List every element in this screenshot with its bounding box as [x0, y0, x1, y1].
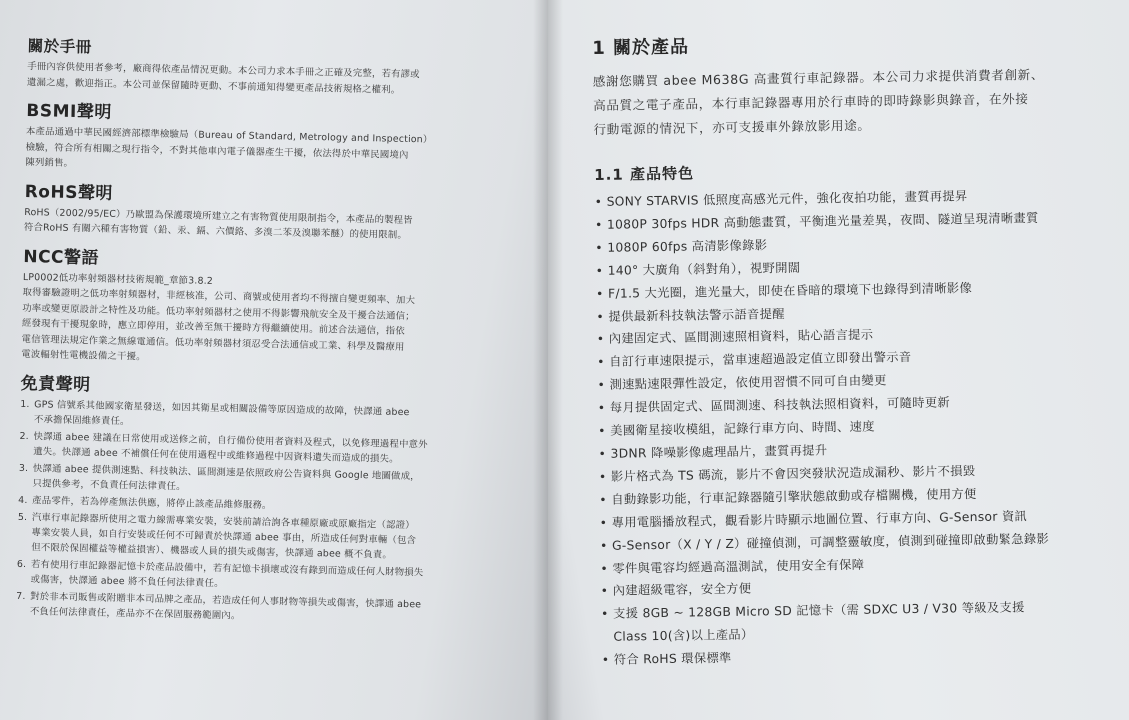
feature-text: 專用電腦播放程式，觀看影片時顯示地圖位置、行車方向、G-Sensor 資訊 — [611, 508, 1028, 530]
bullet-icon: • — [600, 584, 609, 599]
bullet-icon: • — [597, 355, 605, 370]
feature-item — [601, 595, 1110, 649]
feature-text: 提供最新科技執法警示語音提醒 — [608, 306, 785, 324]
feature-text: 美國衛星接收模組，記錄行車方向、時間、速度 — [610, 419, 875, 438]
disclaimer-title: 免責聲明 — [20, 373, 91, 395]
text-line: 產品零件，若為停產無法供應，將停止該產品維修服務。 — [32, 494, 272, 511]
bullet-icon: • — [601, 607, 609, 622]
text-line: 電波輻射性電機設備之干擾。 — [21, 348, 146, 363]
ncc-text — [21, 269, 501, 372]
about-product-text — [593, 62, 1102, 142]
about-manual-title: 關於手冊 — [27, 36, 92, 57]
bullet-icon: • — [595, 240, 604, 255]
feature-text: SONY STARVIS 低照度高感光元件，強化夜拍功能，畫質再提昇 — [606, 189, 968, 209]
bsmi-title: BSMI聲明 — [26, 100, 113, 123]
text-line: 手冊內容供使用者參考，廠商得依產品情況更動。本公司力求本手冊之正確及完整，若有謬或 — [27, 60, 420, 81]
item-number: 6. — [16, 558, 27, 570]
rohs-text — [24, 204, 503, 245]
text-line: 遺漏之處，歡迎指正。本公司並保留隨時更動、不事前通知得變更產品技術規格之權利。 — [26, 76, 401, 96]
feature-text: 自訂行車速限提示，當車速超過設定值立即發出警示音 — [609, 350, 912, 370]
text-line: GPS 信號系其他國家衛星發送，如因其衛星或相關設備等原因造成的故障，快譯通 abee — [34, 398, 410, 418]
text-line: 汽車行車記錄器所使用之電力線需專業安裝，安裝前請洽詢各車種原廠或原廠指定（認證） — [31, 511, 415, 531]
feature-text: 1080P 30fps HDR 高動態畫質，平衡進光量差異，夜間、隧道呈現清晰畫質 — [606, 210, 1039, 232]
item-number: 5. — [17, 511, 28, 523]
text-line: 功率或變更原設計之特性及功能。低功率射頻器材之使用不得影響飛航安全及干擾合法通信； — [22, 302, 415, 322]
bullet-icon: • — [600, 561, 609, 576]
text-line: RoHS（2002/95/EC）乃歐盟為保護環境所建立之有害物質使用限制指令，本產品的製程皆 — [24, 206, 413, 226]
bullet-icon: • — [594, 194, 603, 209]
bullet-icon: • — [599, 538, 608, 553]
bullet-icon: • — [597, 400, 606, 416]
text-line: 或傷害，快譯通 abee 將不負任何法律責任。 — [30, 573, 224, 589]
rohs-section — [24, 176, 503, 245]
bullet-icon: • — [598, 469, 607, 484]
about-product-section — [592, 26, 1102, 142]
bullet-icon: • — [596, 309, 605, 324]
text-line: 不負任何法律責任，產品亦不在保固服務範圍內。 — [29, 605, 241, 622]
feature-text: 支援 8GB ~ 128GB Micro SD 記憶卡（需 SDXC U3 / V30 等級及支援 — [613, 600, 1025, 622]
bullet-icon: • — [599, 492, 607, 507]
feature-text: 自動錄影功能，行車記錄器隨引擎狀態啟動或存檔關機，使用方便 — [611, 486, 977, 507]
bullet-icon: • — [598, 446, 607, 461]
text-line: 行動電源的情況下，亦可支援車外錄放影用途。 — [593, 117, 871, 137]
text-line: 快譯通 abee 建議在日常使用或送修之前，自行備份使用者資料及程式，以免修理過程中意外 — [33, 430, 428, 450]
feature-text: 1080P 60fps 高清影像錄影 — [607, 238, 768, 255]
text-line: 高品質之電子產品，本行車記錄器專用於行車時的即時錄影與錄音，在外接 — [593, 91, 1029, 113]
bullet-icon: • — [595, 286, 604, 301]
disclaimer-section — [16, 368, 499, 628]
feature-text: 影片格式為 TS 碼流，影片不會因突發狀況造成漏秒、影片不損毀 — [610, 463, 976, 484]
text-line: 陳列銷售。 — [25, 156, 74, 169]
item-number: 3. — [18, 462, 29, 474]
rohs-title: RoHS聲明 — [24, 181, 114, 204]
text-line: 遺失。快譯通 abee 不補償任何在使用過程中或維修過程中因資料遺失而造成的損失。 — [33, 445, 399, 465]
feature-text: G-Sensor（X / Y / Z）碰撞偵測，可調整靈敏度，偵測到碰撞即啟動緊急錄影 — [611, 531, 1050, 553]
feature-text: 符合 RoHS 環保標準 — [613, 651, 732, 667]
text-line: LP0002低功率射頻器材技術規範_章節3.8.2 — [22, 271, 214, 287]
bsmi-text — [25, 124, 504, 181]
about-product-title: 1 關於產品 — [592, 36, 690, 59]
left-page-content — [16, 34, 506, 632]
bullet-icon: • — [594, 217, 603, 232]
text-line: 經發現有干擾現象時，應立即停用，並改善至無干擾時方得繼續使用。前述合法通信，指依 — [21, 317, 405, 337]
right-page — [548, 0, 1129, 720]
text-line: 只提供參考，不負責任何法律責任。 — [32, 477, 186, 492]
about-manual-section — [27, 34, 506, 100]
feature-text: 3DNR 降噪影像處理晶片，畫質再提升 — [610, 443, 828, 461]
text-line: 專業安裝人員，如自行安裝或任何不可歸責於快譯通 abee 事由，所造成任何對車輛（包含 — [31, 526, 417, 546]
text-line: 不承擔保固維修責任。 — [33, 413, 130, 427]
feature-text: Class 10(含)以上產品） — [613, 627, 754, 644]
feature-text: 內建超級電容，安全方便 — [612, 581, 752, 599]
text-line: 若有使用行車記錄器記憶卡於產品設備中，若有記憶卡損壞或沒有錄到而造成任何人財物損失 — [30, 558, 424, 578]
bsmi-section — [25, 96, 504, 180]
item-number: 1. — [20, 398, 30, 410]
text-line: 但不限於保固權益等權益損害）、機器或人員的損失或傷害，快譯通 abee 概不負責。 — [31, 541, 393, 561]
feature-text: F/1.5 大光圈，進光量大，即使在昏暗的環境下也錄得到清晰影像 — [607, 280, 973, 301]
left-page — [0, 0, 548, 720]
item-number: 7. — [16, 590, 26, 602]
feature-text: 零件與電容均經過高溫測試，使用安全有保障 — [612, 557, 865, 576]
bullet-icon: • — [601, 652, 610, 668]
text-line: 檢驗，符合所有相關之現行指令，不對其他車內電子儀器產生干擾，依法得於中華民國境內 — [25, 141, 409, 161]
bullet-icon: • — [595, 263, 604, 278]
disclaimer-list — [16, 396, 499, 628]
feature-text: 內建固定式、區間測速照相資料，貼心語言提示 — [608, 328, 874, 347]
text-line: 對於非本司販售或附贈非本司品牌之產品，若造成任何人事財物等損失或傷害，快譯通 abee — [30, 590, 422, 610]
bullet-icon: • — [599, 515, 608, 530]
text-line: 取得審驗證明之低功率射頻器材，非經核准，公司、商號或使用者均不得擅自變更頻率、加大 — [22, 286, 416, 307]
item-number: 2. — [19, 430, 30, 442]
item-number: 4. — [18, 494, 28, 506]
text-line: 電信管理法規定作業之無線電通信。低功率射頻器材須忍受合法通信或工業、科學及醫療用 — [21, 333, 405, 353]
bullet-icon: • — [598, 423, 606, 439]
features-section — [594, 156, 1110, 672]
text-line: 快譯通 abee 提供測速點、科技執法、區間測速是依照政府公告資料與 Google 地圖做成， — [32, 462, 420, 482]
bullet-icon: • — [597, 378, 606, 393]
text-line: 符合RoHS 有關六種有害物質（鉛、汞、鎘、六價鉻、多溴二苯及溴聯苯醚）的使用限制。 — [23, 221, 408, 241]
right-page-content — [592, 26, 1110, 672]
feature-text: 每月提供固定式、區間測速、科技執法照相資料，可隨時更新 — [609, 395, 951, 415]
disclaimer-item — [17, 509, 496, 564]
text-line: 感謝您購買 abee M638G 高畫質行車記錄器。本公司力求提供消費者創新、 — [592, 66, 1045, 89]
features-list — [594, 183, 1109, 672]
text-line: 本產品通過中華民國經濟部標準檢驗局（Bureau of Standard, Metrology and Inspection） — [25, 125, 433, 146]
bullet-icon: • — [596, 332, 605, 347]
ncc-section — [21, 241, 501, 372]
about-manual-text — [27, 59, 506, 100]
feature-text: 測速點速限彈性設定，依使用習慣不同可自由變更 — [609, 373, 887, 393]
ncc-title: NCC警語 — [23, 246, 100, 269]
feature-text: 140° 大廣角（斜對角），視野開闊 — [607, 260, 801, 278]
features-title: 1.1 產品特色 — [594, 164, 695, 184]
